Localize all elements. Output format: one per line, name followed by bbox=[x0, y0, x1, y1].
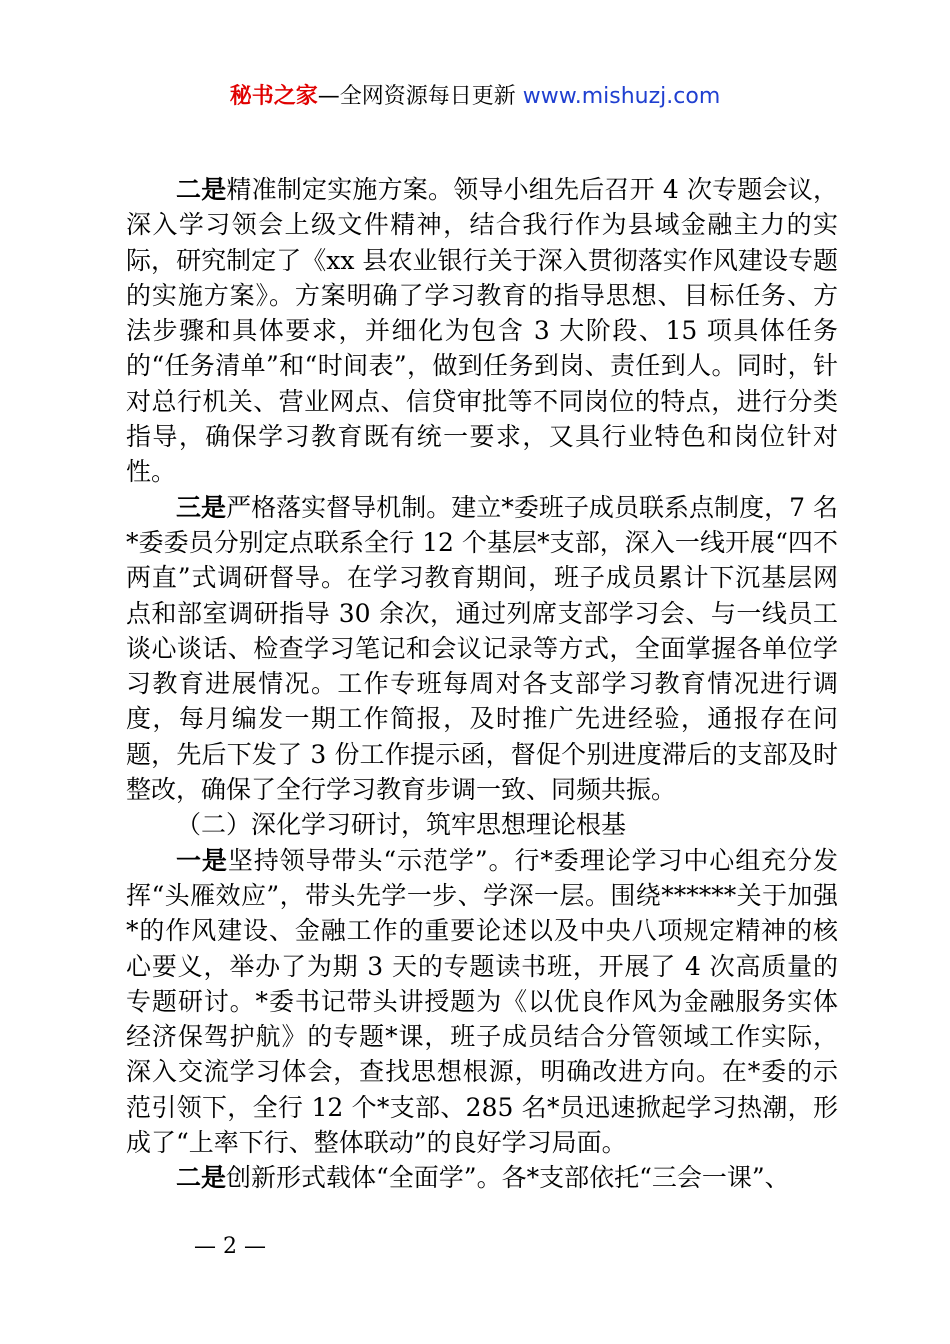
document-body bbox=[126, 172, 838, 1196]
paragraph-lead: 一是 bbox=[176, 845, 228, 875]
paragraph-3 bbox=[126, 843, 838, 1161]
paragraph-1 bbox=[126, 172, 838, 490]
section-heading-text: （二）深化学习研讨，筑牢思想理论根基 bbox=[176, 810, 627, 840]
paragraph-lead: 二是 bbox=[176, 1163, 227, 1193]
banner-brand: 秘书之家 bbox=[229, 84, 318, 109]
paragraph-text: 严格落实督导机制。建立*委班子成员联系点制度，7 名*委委员分别定点联系全行 12 个基层*支部，深入一线开展“四不两直”式调研督导。在学习教育期间，班子成员累计下沉基层网点和部室调研指导 30 余次，通过列席支部学习会、与一线员工谈心谈话、检查学习笔记和会议记录等方式，全面掌握各单位学习教育进展情况。工作专班每周对各支部学习教育情况进行调度，每月编发一期工作简报，及时推广先进经验，通报存在问题，先后下发了 3 份工作提示函，督促个别进度滞后的支部及时整改，确保了全行学习教育步调一致、同频共振。 bbox=[126, 492, 838, 805]
banner-tagline: —全网资源每日更新 bbox=[317, 84, 523, 109]
page-number: — 2 — bbox=[194, 1234, 266, 1259]
site-banner bbox=[0, 82, 950, 112]
section-heading bbox=[126, 807, 838, 842]
paragraph-text: 创新形式载体“全面学”。各*支部依托“三会一课”、 bbox=[226, 1163, 790, 1193]
banner-url[interactable]: www.mishuzj.com bbox=[522, 84, 721, 109]
paragraph-4 bbox=[126, 1160, 838, 1195]
paragraph-2 bbox=[126, 490, 838, 808]
paragraph-lead: 二是 bbox=[176, 175, 227, 204]
paragraph-lead: 三是 bbox=[176, 492, 227, 522]
paragraph-text: 坚持领导带头“示范学”。行*委理论学习中心组充分发挥“头雁效应”，带头先学一步、学深一层。围绕******关于加强*的作风建设、金融工作的重要论述以及中央八项规定精神的核心要义，举办了为期 3 天的专题读书班，开展了 4 次高质量的专题研讨。*委书记带头讲授题为《以优良作风为金融服务实体经济保驾护航》的专题*课，班子成员结合分管领域工作实际，深入交流学习体会，查找思想根源，明确改进方向。在*委的示范引领下，全行 12 个*支部、285 名*员迅速掀起学习热潮，形成了“上率下行、整体联动”的良好学习局面。 bbox=[126, 845, 838, 1158]
paragraph-text: 精准制定实施方案。领导小组先后召开 4 次专题会议，深入学习领会上级文件精神，结合我行作为县域金融主力的实际，研究制定了《xx 县农业银行关于深入贯彻落实作风建设专题的实施方案》。方案明确了学习教育的指导思想、目标任务、方法步骤和具体要求，并细化为包含 3 大阶段、15 项具体任务的“任务清单”和“时间表”，做到任务到岗、责任到人。同时，针对总行机关、营业网点、信贷审批等不同岗位的特点，进行分类指导，确保学习教育既有统一要求，又具行业特色和岗位针对性。 bbox=[126, 175, 838, 487]
